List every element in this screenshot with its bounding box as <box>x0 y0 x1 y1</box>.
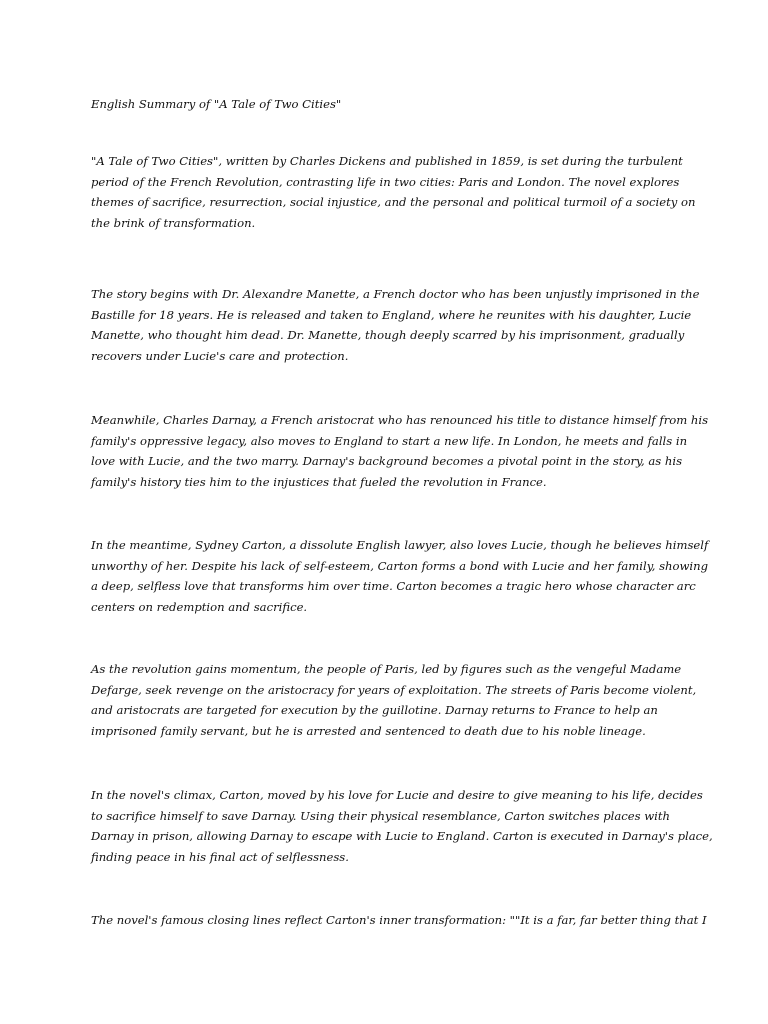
document-title: English Summary of "A Tale of Two Cities" <box>91 97 342 111</box>
paragraph-carton: In the meantime, Sydney Carton, a dissolute English lawyer, also loves Lucie, though he believes himself unworthy of her. Despite his lack of self-esteem, Carton forms a bond with Lucie and her family, showing a deep, selfless love that transforms him over time. Carton becomes a tragic hero whose character arc centers on redemption and sacrifice. <box>91 538 709 614</box>
paragraph-revolution: As the revolution gains momentum, the people of Paris, led by figures such as the vengeful Madame Defarge, seek revenge on the aristocracy for years of exploitation. The streets of Paris become violent, and aristocrats are targeted for execution by the guillotine. Darnay returns to France to help an imprisoned family servant, but he is arrested and sentenced to death due to his noble lineage. <box>91 662 697 738</box>
paragraph-darnay: Meanwhile, Charles Darnay, a French aristocrat who has renounced his title to distance himself from his family's oppressive legacy, also moves to England to start a new life. In London, he meets and falls in love with Lucie, and the two marry. Darnay's background becomes a pivotal point in the story, as his family's history ties him to the injustices that fueled the revolution in France. <box>91 413 709 489</box>
paragraph-manette: The story begins with Dr. Alexandre Manette, a French doctor who has been unjustly imprisoned in the Bastille for 18 years. He is released and taken to England, where he reunites with his daughter, Lucie Manette, who thought him dead. Dr. Manette, though deeply scarred by his imprisonment, gradually recovers under Lucie's care and protection. <box>91 287 700 363</box>
paragraph-climax: In the novel's climax, Carton, moved by his love for Lucie and desire to give meaning to his life, decides to sacrifice himself to save Darnay. Using their physical resemblance, Carton switches places with Darnay in prison, allowing Darnay to escape with Lucie to England. Carton is executed in Darnay's place, finding peace in his final act of selflessness. <box>91 788 713 864</box>
paragraph-intro: "A Tale of Two Cities", written by Charles Dickens and published in 1859, is set during the turbulent period of the French Revolution, contrasting life in two cities: Paris and London. The novel explores themes of sacrifice, resurrection, social injustice, and the personal and political turmoil of a society on the brink of transformation. <box>91 154 696 230</box>
paragraph-closing-lines: The novel's famous closing lines reflect Carton's inner transformation: ""It is a far, far better thing that I <box>91 913 707 927</box>
